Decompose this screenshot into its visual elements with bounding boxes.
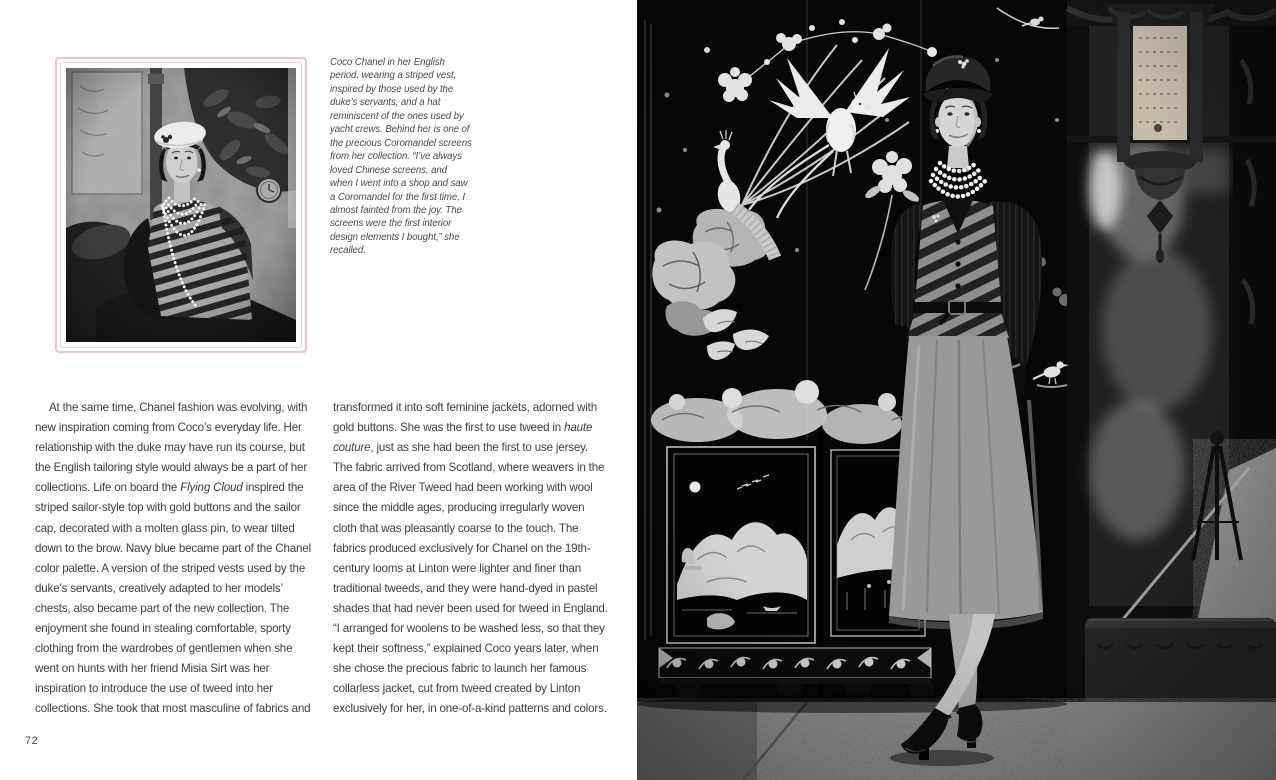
framed-photo-matte	[60, 62, 302, 348]
right-page-photo	[637, 0, 1276, 780]
chanel-seated-portrait	[66, 68, 296, 342]
framed-photo	[55, 57, 307, 353]
page-number: 72	[25, 735, 39, 747]
chanel-standing-photo	[637, 0, 1276, 780]
body-column-left: At the same time, Chanel fashion was evolving, with new inspiration coming from Coco’s everyday life. Her relationship with the duke may have run its course, but the English tailoring style would always be a part of her collections. Life on board the Flying Cloud inspired the striped sailor-style top with gold buttons and the sailor cap, decorated with a molten glass pin, to wear tilted down to the brow. Navy blue became part of the Chanel color palette. A version of the striped vests used by the duke’s servants, creatively adapted to her models’ chests, also became part of the new collection. The enjoyment she found in stealing comfortable, sporty clothing from the wardrobes of gentlemen when she went on hunts with her friend Misia Sirt was her inspiration to introduce the use of tweed into her collections. She took that most masculine of fabrics and	[35, 401, 311, 716]
body-column-right: transformed it into soft feminine jackets, adorned with gold buttons. She was the first to use tweed in haute couture, just as she had been the first to use jersey. The fabric arrived from Scotland, where weavers in the area of the River Tweed had been working with wool since the middle ages, producing irregularly woven cloth that was pleasantly coarse to the touch. The fabrics produced exclusively for Chanel on the 19th-century looms at Linton were lighter and finer than traditional tweeds, and they were hand-dyed in pastel shades that had never been used for tweed in England. “I arranged for woolens to be washed less, so that they kept their softness,” explained Coco years later, when she chose the precious fabric to launch her famous collarless jacket, cut from tweed created by Linton exclusively for her, in one-of-a-kind patterns and colors.	[333, 401, 608, 716]
photo-caption: Coco Chanel in her English period, wearing a striped vest, inspired by those used by the duke’s servants, and a hat reminiscent of the ones used by yacht crews. Behind her is one of the precious Coromandel screens from her collection. “I’ve always loved Chinese screens, and when I went into a shop and saw a Coromandel for the first time, I almost fainted from the joy. The screens were the first interior design elements I bought,” she recalled.	[330, 57, 472, 257]
